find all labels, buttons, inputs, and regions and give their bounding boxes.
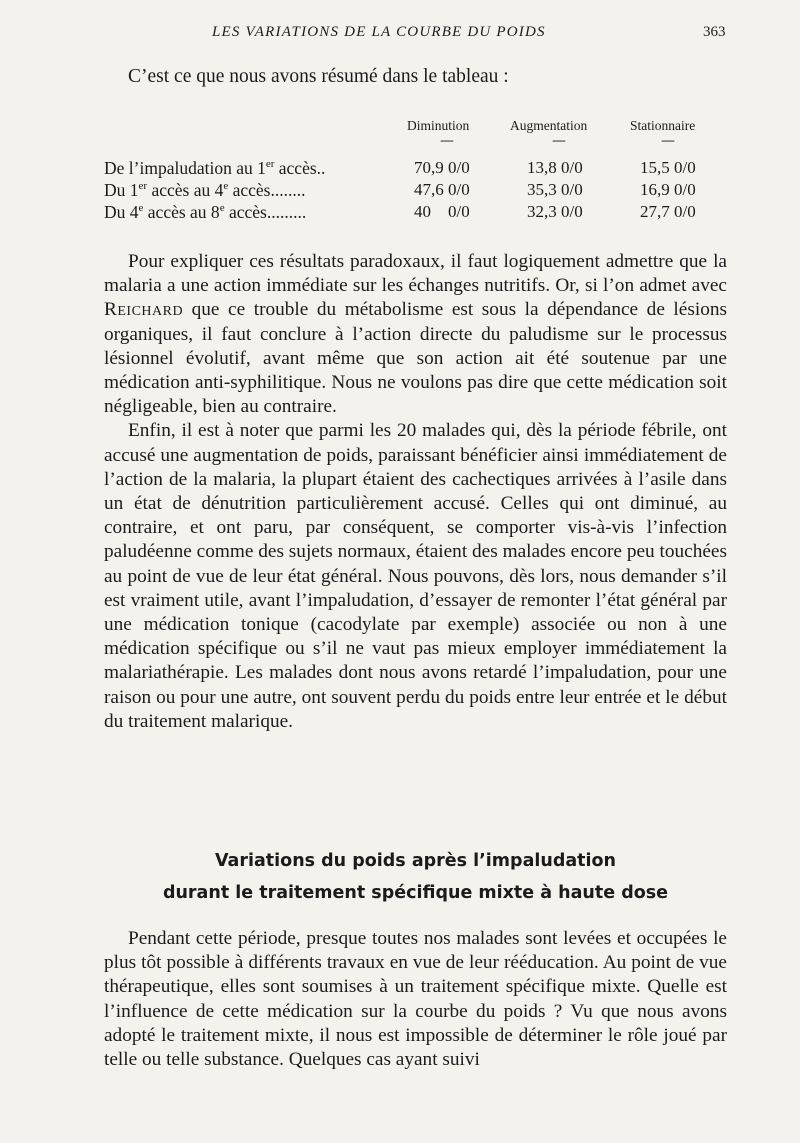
table-cell: 27,7 0/0	[640, 202, 696, 221]
table-row-label: De l’impaludation au 1er accès..	[104, 158, 326, 178]
column-header-augmentation: Augmentation	[510, 118, 588, 133]
table-row-label: Du 1er accès au 4e accès........	[104, 180, 306, 200]
paragraph: Pendant cette période, presque toutes nos malades sont levées et occupées le plus tôt possible à différents travaux en vue de leur rééducation. Au point de vue thérapeutique, elles sont soumises à un traitement spécifique mixte. Quelle est l’influence de cette médication sur la courbe du poids ? Vu que nous avons adopté le traitement mixte, il nous est impossible de déterminer le rôle joué par telle ou telle substance. Quelques cas ayant suivi	[104, 928, 727, 1071]
table-cell: 40 0/0	[414, 202, 470, 221]
intro-sentence: C’est ce que nous avons résumé dans le tableau :	[128, 66, 509, 87]
table-row-label: Du 4e accès au 8e accès.........	[104, 202, 307, 222]
body-paragraphs-2	[104, 927, 727, 1072]
paragraph: Pour expliquer ces résultats paradoxaux, il faut logiquement admettre que la malaria a une action immédiate sur les échanges nutritifs. Or, si l’on admet avec Reichard que ce trouble du métabolisme est sous la dépendance de lésions organiques, il faut conclure à l’action directe du paludisme sur le processus lésionnel évolutif, avant même que son action ait été soutenue par une médication anti-syphilitique. Nous ne voulons pas dire que cette médication soit négligeable, bien au contraire.	[104, 251, 727, 418]
table-cell: 47,6 0/0	[414, 180, 470, 199]
table-cell: 70,9 0/0	[414, 158, 470, 177]
column-dash: —	[661, 133, 675, 149]
paragraph: Enfin, il est à noter que parmi les 20 malades qui, dès la période fébrile, ont accusé une augmentation de poids, paraissant bénéficier ainsi immédiatement de l’action de la malaria, la plupart étaient des cachectiques arrivées à l’asile dans un état de dénutrition particulièrement accusé. Celles qui ont diminué, au contraire, et ont paru, par conséquent, se comporter vis-à-vis l’infection paludéenne comme des sujets normaux, étaient des malades encore peu touchées au point de vue de leur état général. Nous pouvons, dès lors, nous demander s’il est vraiment utile, avant l’impaludation, d’essayer de remonter l’état général par une médication tonique (cacodylate par exemple) associée ou non à une médication spécifique ou s’il ne vaut pas mieux employer immédiatement la malariathérapie. Les malades dont nous avons retardé l’impaludation, pour une raison ou pour une autre, ont souvent perdu du poids entre leur entrée et le début du traitement malarique.	[104, 420, 727, 732]
section-heading: Variations du poids après l’impaludation durant le traitement spécifique mixte à haute dose	[162, 851, 669, 903]
column-header-stationnaire: Stationnaire	[630, 118, 696, 133]
table-cell: 32,3 0/0	[527, 202, 583, 221]
page-number: 363	[703, 24, 726, 40]
column-dash: —	[552, 133, 566, 149]
body-paragraphs-1	[104, 250, 727, 734]
table-cell: 15,5 0/0	[640, 158, 696, 177]
table-cell: 35,3 0/0	[527, 180, 583, 199]
table-cell: 16,9 0/0	[640, 180, 696, 199]
column-header-diminution: Diminution	[407, 118, 470, 133]
running-title: LES VARIATIONS DE LA COURBE DU POIDS	[212, 24, 546, 40]
running-head	[0, 24, 800, 46]
column-dash: —	[440, 133, 454, 149]
table-cell: 13,8 0/0	[527, 158, 583, 177]
author-name: Reichard	[104, 299, 184, 321]
